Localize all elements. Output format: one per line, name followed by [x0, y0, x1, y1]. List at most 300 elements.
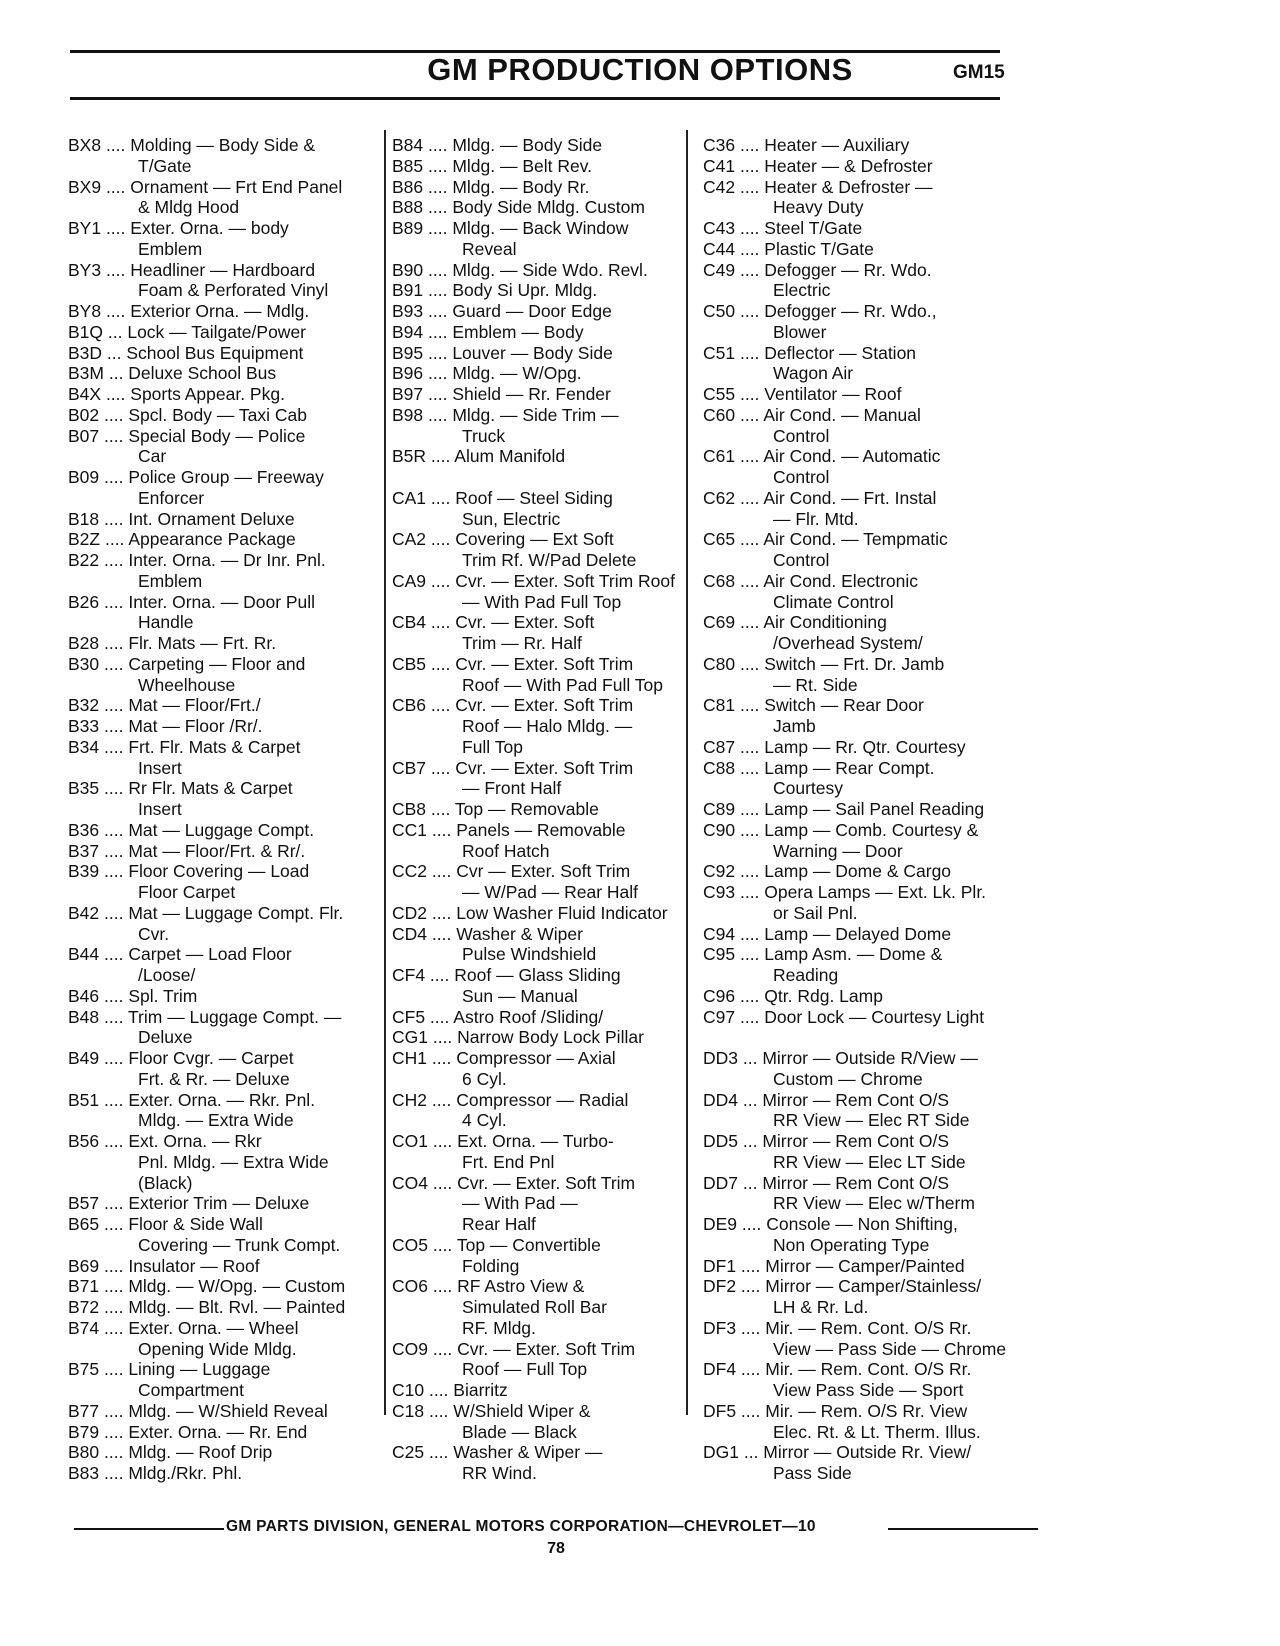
- option-description: Special Body — Police: [128, 425, 306, 446]
- option-entry: [68, 550, 386, 592]
- leader-dots: ....: [736, 1317, 766, 1338]
- leader-dots: ....: [99, 819, 129, 840]
- leader-dots: ....: [99, 653, 129, 674]
- option-entry: [392, 1276, 704, 1338]
- leader-dots: ....: [735, 944, 765, 965]
- option-description: Floor Cvgr. — Carpet: [128, 1048, 294, 1068]
- option-code: B26: [68, 591, 100, 612]
- leader-dots: ....: [99, 550, 129, 570]
- option-entry: [703, 1007, 1001, 1028]
- option-description: Inter. Orna. — Dr Inr. Pnl.: [128, 550, 326, 570]
- option-code: CO5: [392, 1234, 428, 1255]
- option-line: [68, 301, 386, 322]
- option-entry: [68, 903, 386, 945]
- option-line: [392, 363, 704, 384]
- leader-dots: ....: [736, 1359, 766, 1380]
- option-description-continued: Car: [138, 446, 167, 467]
- option-line: [703, 1007, 1001, 1028]
- option-entry: [703, 612, 1001, 654]
- option-line: [68, 260, 386, 281]
- leader-dots: ....: [425, 965, 455, 985]
- leader-dots: ....: [426, 612, 456, 633]
- option-description: Mldg. — Blt. Rvl. — Painted: [128, 1297, 346, 1317]
- option-description-continued: Frt. & Rr. — Deluxe: [138, 1068, 290, 1089]
- option-code: B4X: [68, 384, 102, 404]
- option-code: B1Q: [68, 321, 104, 342]
- option-description-continued: Covering — Trunk Compt.: [138, 1234, 341, 1255]
- option-code: C89: [703, 799, 736, 819]
- option-entry: [68, 343, 386, 364]
- option-entry: [703, 405, 1001, 447]
- option-line: [392, 571, 704, 592]
- option-entry: [68, 778, 386, 820]
- option-code: B74: [68, 1317, 100, 1338]
- option-entry: [68, 841, 386, 862]
- option-line: [703, 446, 1001, 467]
- option-description: Mldg. — Side Wdo. Revl.: [452, 259, 648, 280]
- option-line: [68, 986, 386, 1007]
- option-entry: [392, 301, 704, 322]
- option-description-continued: — With Pad —: [462, 1193, 578, 1214]
- leader-dots: ....: [735, 799, 765, 819]
- option-line: [703, 1173, 1001, 1194]
- option-code: DF5: [703, 1400, 737, 1421]
- option-entry: [392, 861, 704, 903]
- option-entry: [392, 446, 704, 467]
- option-entry: [703, 1401, 1001, 1443]
- option-description: Mldg. — W/Opg. — Custom: [128, 1276, 346, 1297]
- option-code: B09: [68, 467, 100, 487]
- option-description: Floor & Side Wall: [128, 1214, 263, 1234]
- option-entry: [392, 1090, 704, 1132]
- leader-dots: ...: [738, 1131, 763, 1151]
- option-line: [68, 778, 386, 799]
- option-line: [392, 695, 704, 716]
- option-entry: [68, 1007, 386, 1049]
- option-description: Mir. — Rem. Cont. O/S Rr.: [765, 1317, 972, 1338]
- option-code: B95: [392, 342, 424, 363]
- leader-dots: ...: [103, 321, 128, 342]
- option-description: Mirror — Outside Rr. View/: [763, 1442, 972, 1463]
- option-line: [392, 820, 704, 841]
- option-description-continued: — Flr. Mtd.: [773, 508, 859, 529]
- option-code: B18: [68, 508, 100, 529]
- option-description-continued: Pnl. Mldg. — Extra Wide: [138, 1151, 329, 1172]
- leader-dots: ....: [426, 487, 456, 508]
- option-description: Compressor — Radial: [456, 1089, 629, 1110]
- option-description-continued: Rear Half: [462, 1214, 536, 1234]
- option-code: CF5: [392, 1006, 426, 1027]
- option-code: DD5: [703, 1131, 739, 1151]
- option-description-continued: Control: [773, 467, 830, 487]
- option-line: [68, 529, 386, 550]
- option-description: Washer & Wiper: [456, 923, 583, 944]
- option-description-continued: RR View — Elec RT Side: [773, 1110, 970, 1131]
- option-line: [392, 1276, 704, 1297]
- option-description-continued: Insert: [138, 799, 182, 819]
- option-entry: [392, 903, 704, 924]
- option-description: Exter. Orna. — Rr. End: [128, 1421, 308, 1442]
- option-code: B72: [68, 1297, 100, 1317]
- option-line: [392, 405, 704, 426]
- option-code: C41: [703, 155, 736, 176]
- leader-dots: ....: [423, 363, 453, 384]
- option-description: Washer & Wiper —: [453, 1442, 603, 1463]
- option-description-continued: Frt. End Pnl: [462, 1151, 555, 1172]
- leader-dots: ....: [426, 570, 456, 591]
- option-description: Mirror — Rem Cont O/S: [762, 1131, 950, 1151]
- option-entry: [703, 239, 1001, 260]
- leader-dots: ....: [99, 1359, 129, 1380]
- leader-dots: ....: [99, 716, 129, 736]
- option-line: [703, 1090, 1001, 1111]
- leader-dots: ....: [99, 508, 129, 529]
- option-description: Ext. Orna. — Rkr: [128, 1131, 262, 1151]
- option-line: [392, 1007, 704, 1028]
- option-code: BY3: [68, 259, 102, 280]
- leader-dots: ....: [735, 612, 764, 633]
- option-entry: [68, 716, 386, 737]
- option-line: [392, 654, 704, 675]
- option-entry: [392, 571, 704, 613]
- option-entry: [392, 488, 704, 530]
- option-entry: [68, 218, 386, 260]
- option-description: Cvr. — Exter. Soft Trim: [455, 695, 634, 716]
- option-description-continued: Trim Rf. W/Pad Delete: [462, 550, 637, 570]
- option-code: CB6: [392, 695, 427, 716]
- option-description: Lamp — Rear Compt.: [764, 757, 935, 778]
- option-line: [392, 135, 704, 156]
- leader-dots: ....: [101, 384, 131, 404]
- option-line: [703, 405, 1001, 426]
- option-description: Lamp — Comb. Courtesy &: [764, 819, 979, 840]
- leader-dots: ....: [735, 757, 765, 778]
- option-description: Cvr. — Exter. Soft: [455, 612, 595, 633]
- option-entry: [703, 654, 1001, 696]
- option-code: B5R: [392, 446, 427, 467]
- option-description-continued: Control: [773, 425, 830, 446]
- option-line: [703, 156, 1001, 177]
- leader-dots: ....: [427, 1027, 458, 1048]
- option-line: [68, 592, 386, 613]
- option-code: B97: [392, 384, 424, 404]
- option-description: Mat — Floor/Frt./: [128, 695, 261, 716]
- option-line: [68, 716, 386, 737]
- option-description: Defogger — Rr. Wdo.,: [764, 301, 937, 321]
- leader-dots: ....: [423, 135, 453, 155]
- option-entry: [703, 695, 1001, 737]
- leader-dots: ....: [426, 446, 455, 467]
- leader-dots: ....: [735, 238, 765, 259]
- option-description: Int. Ornament Deluxe: [128, 508, 295, 529]
- option-description-continued: Non Operating Type: [773, 1234, 930, 1255]
- leader-dots: ....: [423, 259, 453, 280]
- option-code: CA9: [392, 570, 427, 591]
- option-line: [392, 301, 704, 322]
- leader-dots: ....: [426, 799, 455, 819]
- option-description: Mat — Floor/Frt. & Rr/.: [128, 840, 306, 861]
- option-line: [68, 841, 386, 862]
- option-description: Spcl. Body — Taxi Cab: [128, 404, 307, 425]
- option-code: CO9: [392, 1338, 428, 1359]
- option-line: [703, 737, 1001, 758]
- option-description-continued: /Overhead System/: [773, 633, 923, 653]
- option-line: [392, 1442, 704, 1463]
- option-entry: [392, 820, 704, 862]
- option-line: [703, 758, 1001, 779]
- option-description: Molding — Body Side &: [130, 135, 316, 155]
- option-description-continued: Wagon Air: [773, 363, 854, 384]
- option-entry: [68, 1442, 386, 1463]
- leader-dots: ....: [99, 1276, 129, 1297]
- option-entry: [703, 343, 1001, 385]
- column-divider-1: [384, 130, 386, 1415]
- option-description-continued: Elec. Rt. & Lt. Therm. Illus.: [773, 1421, 981, 1442]
- leader-dots: ....: [735, 135, 765, 155]
- option-description: Mat — Luggage Compt. Flr.: [128, 902, 344, 923]
- leader-dots: ....: [735, 882, 765, 902]
- option-entry: [392, 965, 704, 1007]
- option-code: BX8: [68, 135, 102, 155]
- option-code: BY8: [68, 301, 102, 321]
- option-description: Ventilator — Roof: [764, 384, 902, 404]
- option-entry: [68, 467, 386, 509]
- option-description: Heater & Defroster —: [764, 176, 933, 197]
- option-code: CB5: [392, 653, 427, 674]
- leader-dots: ....: [423, 404, 453, 425]
- option-description: Sports Appear. Pkg.: [130, 384, 285, 404]
- option-description: Top — Convertible: [456, 1234, 601, 1255]
- option-description: Frt. Flr. Mats & Carpet: [128, 736, 301, 757]
- option-line: [68, 820, 386, 841]
- option-description-continued: Simulated Roll Bar: [462, 1297, 607, 1317]
- option-description: Mirror — Outside R/View —: [762, 1048, 978, 1068]
- option-code: C97: [703, 1006, 736, 1027]
- option-code: B98: [392, 404, 424, 425]
- option-entry: [68, 363, 386, 384]
- option-code: B30: [68, 653, 100, 674]
- option-code: C55: [703, 384, 736, 404]
- option-line: [703, 529, 1001, 550]
- option-code: CB7: [392, 757, 427, 778]
- option-description-continued: Custom — Chrome: [773, 1068, 923, 1089]
- option-description: RF Astro View &: [457, 1276, 585, 1297]
- option-description: Carpeting — Floor and: [128, 653, 306, 674]
- leader-dots: ....: [735, 985, 765, 1006]
- option-code: B91: [392, 280, 424, 301]
- leader-dots: ....: [735, 342, 765, 363]
- option-description: Rr Flr. Mats & Carpet: [128, 778, 293, 799]
- option-description: Mldg. — Roof Drip: [128, 1442, 273, 1463]
- option-entry: [392, 1173, 704, 1235]
- option-line: [68, 426, 386, 447]
- option-code: B2Z: [68, 529, 101, 550]
- option-entry: [703, 1442, 1001, 1484]
- leader-dots: ....: [735, 155, 765, 176]
- option-description-continued: Mldg. — Extra Wide: [138, 1110, 294, 1131]
- option-entry: [392, 405, 704, 447]
- option-entry: [392, 758, 704, 800]
- option-description: Heater — Auxiliary: [764, 135, 910, 155]
- option-line: [392, 218, 704, 239]
- option-entry: [703, 260, 1001, 302]
- option-line: [392, 322, 704, 343]
- option-description: Headliner — Hardboard: [130, 259, 316, 280]
- option-code: C44: [703, 238, 736, 259]
- option-line: [392, 1401, 704, 1422]
- option-description-continued: or Sail Pnl.: [773, 902, 858, 923]
- option-code: B49: [68, 1048, 100, 1068]
- option-description: Emblem — Body: [452, 321, 584, 342]
- option-entry: [68, 529, 386, 550]
- option-entry: [392, 343, 704, 364]
- option-description-continued: Truck: [462, 425, 506, 446]
- page-title: GM PRODUCTION OPTIONS: [427, 52, 853, 87]
- option-code: B32: [68, 695, 100, 716]
- option-line: [68, 1131, 386, 1152]
- option-description-continued: RR View — Elec w/Therm: [773, 1193, 975, 1214]
- option-description-continued: Roof — Halo Mldg. —: [462, 716, 633, 736]
- option-description: Covering — Ext Soft: [455, 529, 614, 550]
- leader-dots: ....: [427, 1131, 458, 1151]
- leader-dots: ...: [738, 1048, 763, 1068]
- option-entry: [703, 758, 1001, 800]
- option-line: [392, 861, 704, 882]
- option-description-continued: Deluxe: [138, 1027, 193, 1048]
- leader-dots: ....: [735, 923, 765, 944]
- leader-dots: ....: [99, 1421, 129, 1442]
- option-line: [703, 1256, 1001, 1277]
- option-line: [68, 633, 386, 654]
- option-description-continued: Trim — Rr. Half: [462, 633, 582, 653]
- option-code: B85: [392, 155, 424, 176]
- option-line: [68, 1256, 386, 1277]
- option-description-continued: — Rt. Side: [773, 674, 858, 695]
- option-entry: [392, 695, 704, 757]
- option-description: W/Shield Wiper &: [453, 1400, 591, 1421]
- option-entry: [68, 633, 386, 654]
- option-entry: [392, 924, 704, 966]
- option-entry: [703, 571, 1001, 613]
- leader-dots: ....: [735, 1006, 765, 1027]
- option-description: Insulator — Roof: [128, 1255, 260, 1276]
- option-line: [68, 1422, 386, 1443]
- leader-dots: ....: [99, 944, 129, 965]
- option-code: B39: [68, 861, 100, 882]
- leader-dots: ....: [100, 529, 129, 550]
- option-line: [392, 197, 704, 218]
- option-description: Console — Non Shifting,: [766, 1214, 958, 1234]
- leader-dots: ....: [99, 1214, 129, 1234]
- option-entry: [68, 592, 386, 634]
- option-line: [703, 218, 1001, 239]
- option-description: Louver — Body Side: [452, 342, 613, 363]
- option-line: [392, 260, 704, 281]
- option-line: [68, 695, 386, 716]
- option-line: [392, 799, 704, 820]
- option-description: Mldg. — W/Opg.: [452, 363, 582, 384]
- leader-dots: ....: [99, 985, 129, 1006]
- option-entry: [392, 218, 704, 260]
- option-code: C42: [703, 176, 736, 197]
- leader-dots: ....: [99, 591, 129, 612]
- option-entry: [392, 156, 704, 177]
- leader-dots: ....: [735, 446, 764, 467]
- option-description-continued: Handle: [138, 612, 194, 633]
- leader-dots: ....: [423, 197, 453, 218]
- option-description: Mirror — Rem Cont O/S: [762, 1089, 950, 1110]
- option-code: C94: [703, 923, 736, 944]
- leader-dots: ....: [99, 1400, 129, 1421]
- option-description: Deluxe School Bus: [128, 363, 277, 384]
- option-line: [703, 384, 1001, 405]
- option-description-continued: Enforcer: [138, 487, 205, 508]
- option-entry: [392, 384, 704, 405]
- leader-dots: ....: [423, 301, 453, 321]
- option-description: Plastic T/Gate: [764, 238, 874, 259]
- option-line: [703, 799, 1001, 820]
- option-code: C60: [703, 404, 736, 425]
- option-line: [703, 654, 1001, 675]
- option-entry: [703, 1276, 1001, 1318]
- option-entry: [703, 924, 1001, 945]
- leader-dots: ....: [423, 384, 453, 404]
- option-description: Mldg. — W/Shield Reveal: [128, 1400, 328, 1421]
- option-description: Narrow Body Lock Pillar: [457, 1027, 644, 1048]
- option-line: [703, 612, 1001, 633]
- leader-dots: ...: [102, 342, 127, 363]
- header-bottom-rule: [70, 97, 1000, 100]
- option-line: [68, 903, 386, 924]
- option-description: Mat — Floor /Rr/.: [128, 716, 263, 736]
- option-line: [703, 1401, 1001, 1422]
- leader-dots: ....: [99, 902, 129, 923]
- leader-dots: ....: [427, 861, 457, 882]
- leader-dots: ....: [735, 487, 764, 508]
- option-code: CF4: [392, 965, 426, 985]
- option-entry: [68, 1463, 386, 1484]
- option-description-continued: Heavy Duty: [773, 197, 864, 218]
- option-entry: [392, 1027, 704, 1048]
- option-line: [703, 1276, 1001, 1297]
- option-code: B83: [68, 1463, 100, 1483]
- option-code: B93: [392, 301, 424, 321]
- option-entry: [392, 1442, 704, 1484]
- leader-dots: ....: [99, 633, 129, 653]
- option-description: Lamp — Rr. Qtr. Courtesy: [764, 736, 966, 757]
- option-line: [68, 944, 386, 965]
- option-description: Defogger — Rr. Wdo.: [764, 259, 932, 280]
- option-description: Lock — Tailgate/Power: [127, 321, 307, 342]
- option-description-continued: Full Top: [462, 736, 523, 757]
- option-code: B88: [392, 197, 424, 218]
- option-entry: [68, 1276, 386, 1297]
- option-entry: [703, 820, 1001, 862]
- option-line: [703, 301, 1001, 322]
- option-description-continued: Floor Carpet: [138, 882, 236, 902]
- option-code: C10: [392, 1380, 425, 1400]
- option-entry: [703, 384, 1001, 405]
- option-description-continued: Foam & Perforated Vinyl: [138, 280, 329, 301]
- option-description: Mldg./Rkr. Phl.: [128, 1463, 243, 1483]
- option-line: [68, 737, 386, 758]
- option-code: C36: [703, 135, 736, 155]
- leader-dots: ....: [425, 1006, 454, 1027]
- option-description-continued: RR Wind.: [462, 1463, 537, 1483]
- option-line: [392, 384, 704, 405]
- option-description-continued: — With Pad Full Top: [462, 591, 622, 612]
- leader-dots: ....: [427, 902, 457, 923]
